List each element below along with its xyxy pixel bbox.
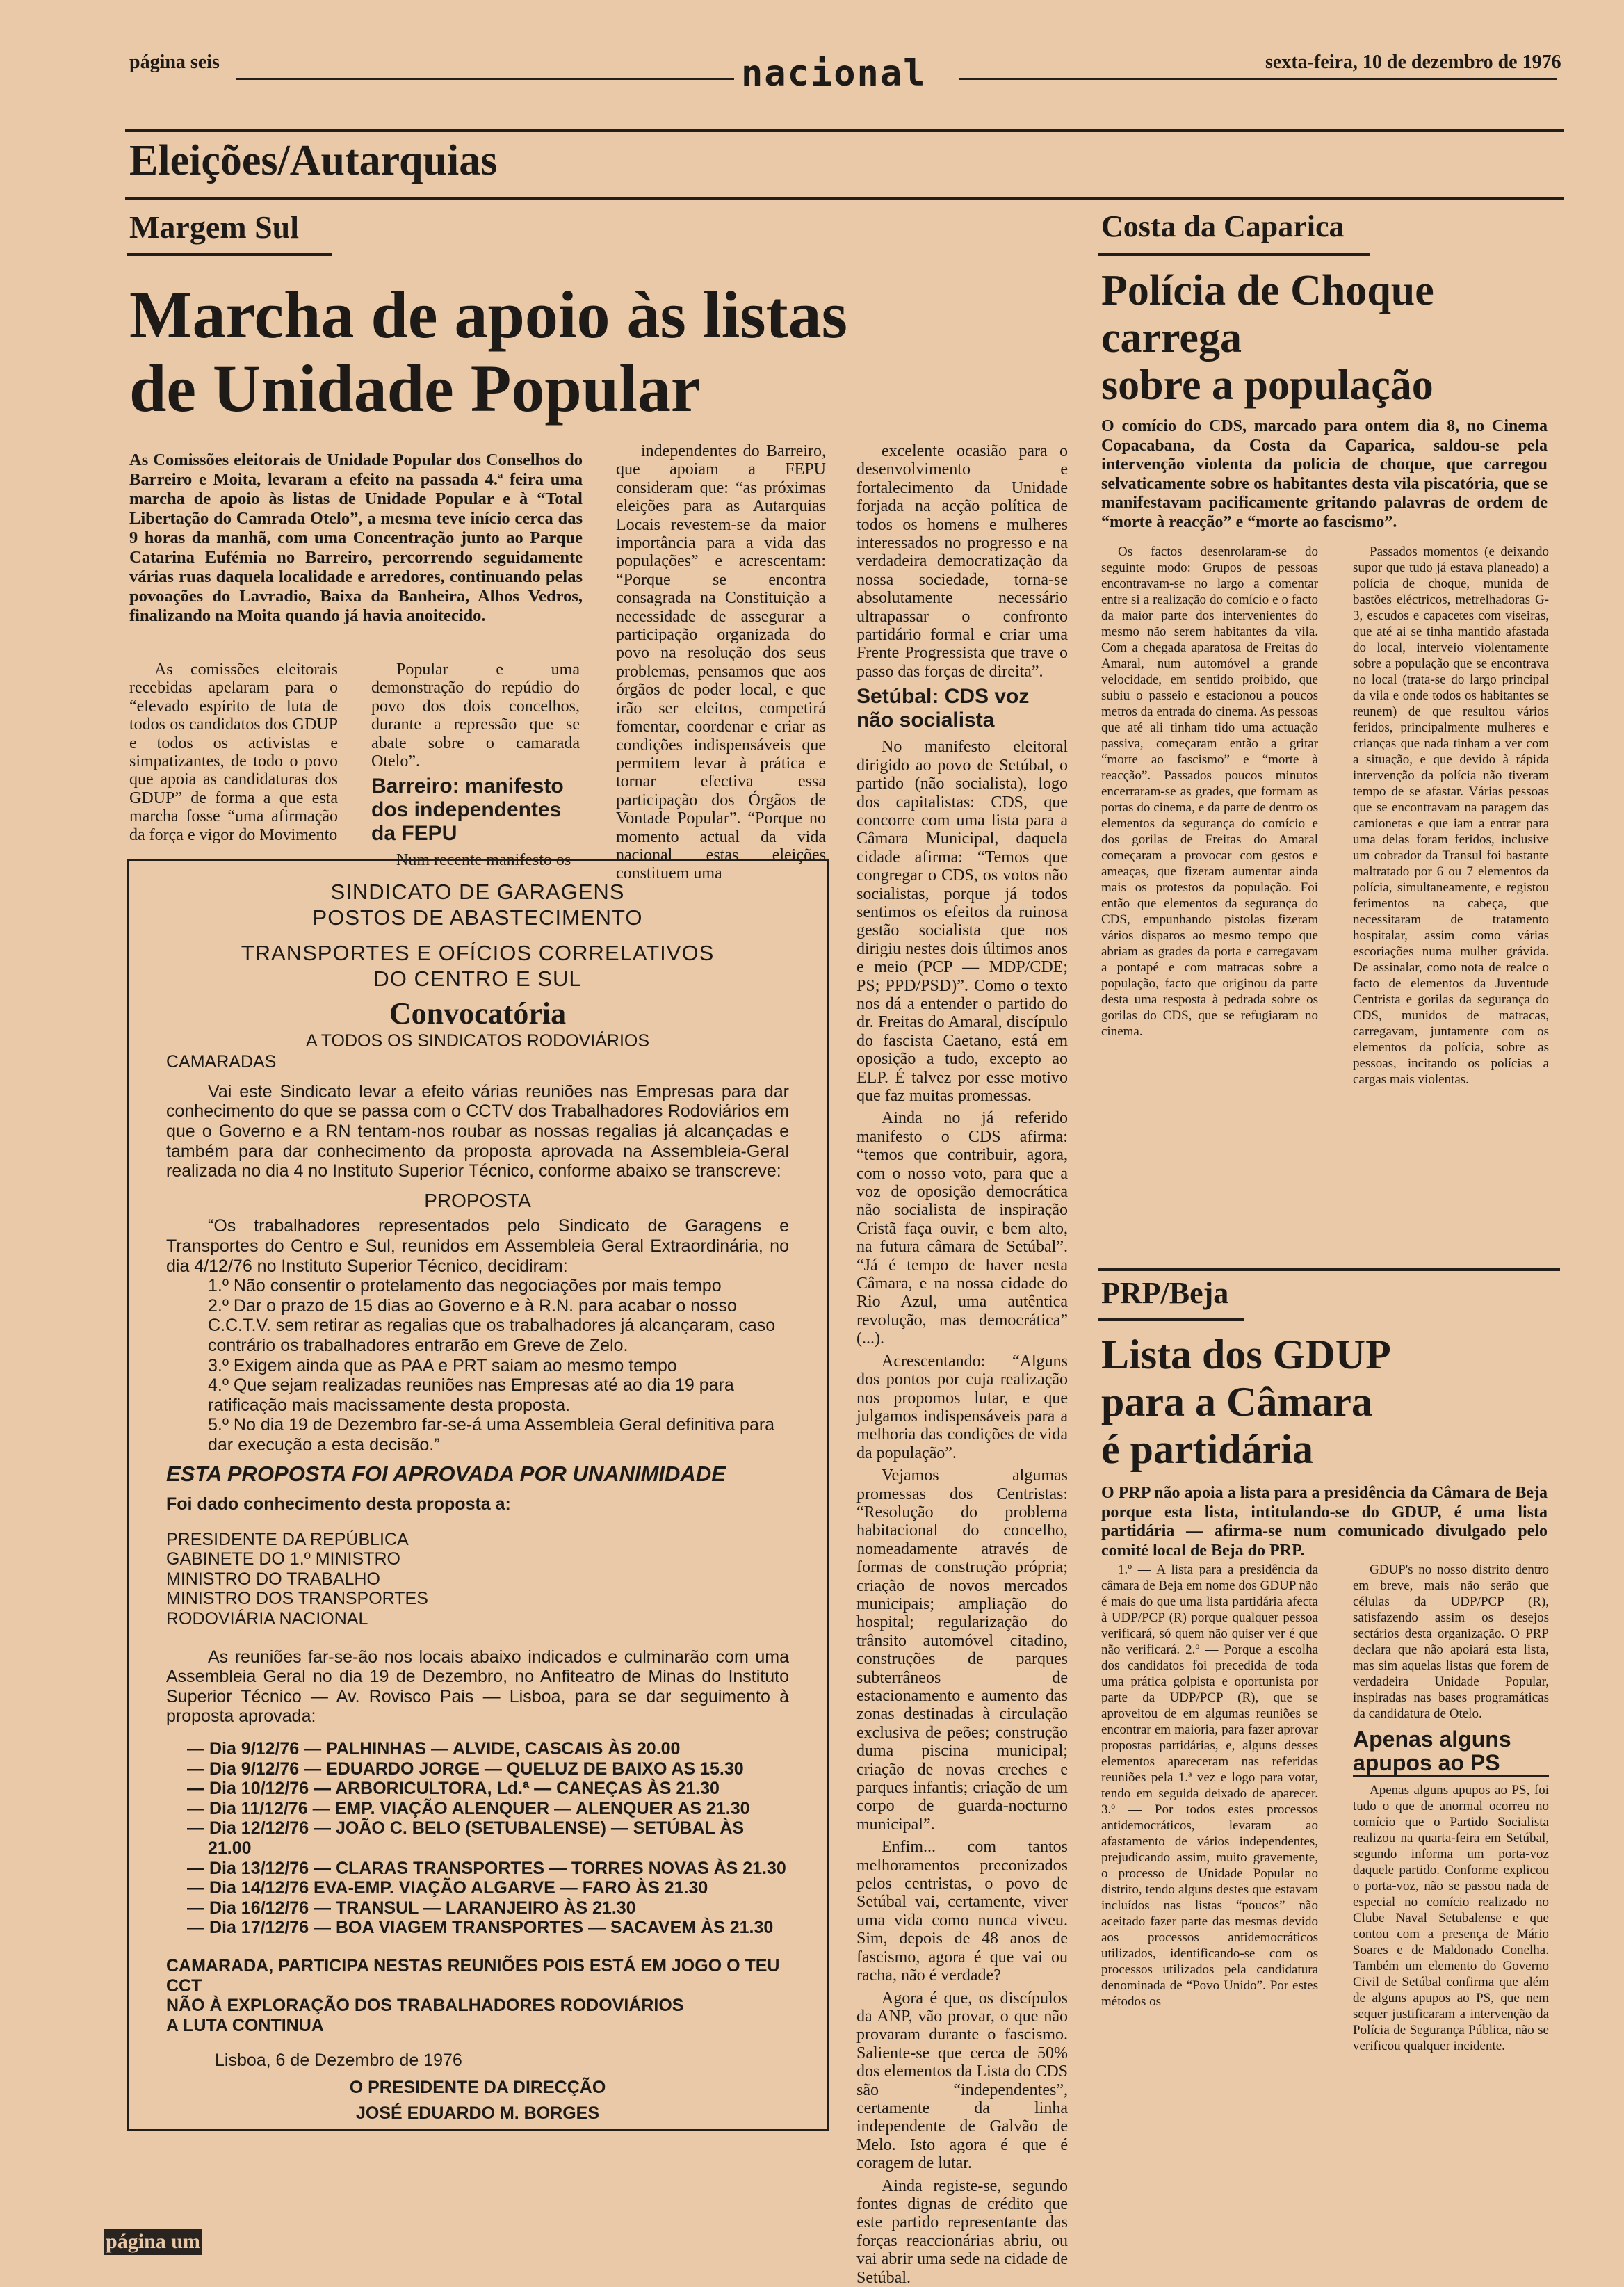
subheading: Setúbal: CDS voz não socialista (856, 685, 1030, 732)
paragraph: Popular e uma demonstração do repúdio do povo dos dois concelhos, durante a repressão que se abate sobre o camarada Otelo”. (371, 661, 580, 771)
issue-date: sexta-feira, 10 de dezembro de 1976 (1265, 51, 1561, 73)
subheading: Apenas alguns apupos ao PS (1353, 1727, 1549, 1777)
article2-column-1 (1101, 544, 1318, 1264)
headline-line: de Unidade Popular (129, 351, 701, 426)
meeting-date: — Dia 9/12/76 — EDUARDO JORGE — QUELUZ DE BAIXO AS 15.30 (187, 1759, 744, 1779)
paragraph: 1.º — A lista para a presidência da câmara de Beja em nome dos GDUP não é mais do que uma lista partidária afecta à UDP/PCP (R) porque qualquer pessoa verificará, só quem não quiser ver é que não verificará. 2.º — Porque a escolha dos candidatos foi precedida de toda uma prática golpista e oportunista por parte da UDP/PCP (R), que se aproveitou de em algumas reuniões se encontrar em maioria, para fazer aprovar propostas partidárias, e, alguns desses elementos apareceram nas referidas reuniões pela 1.ª vez e logo para votar, tendo em seguida deixado de aparecer. 3.º — Por todos estes processos antidemocráticos, levaram ao afastamento de vários independentes, prejudicando assim, muito gravemente, o processo de Unidade Popular no distrito, tendo alguns destes que estavam incluídos nas listas “poucos” não aceitado fazer parte das mesmas devido aos processos antidemocráticos utilizados, identificando-se com os processos utilizados pela candidatura denominada de “Povo Unido”. Por estes métodos os (1101, 1562, 1318, 2009)
section-name: nacional (734, 53, 933, 95)
paragraph: Agora é que, os discípulos da ANP, vão provar, o que não provaram durante o fascismo. Saliente-se que cerca de 50% dos elementos da Lista do CDS são “independentes”, certamente da linha independente de Galvão de Melo. Isto agora é que é coragem de lutar. (856, 1989, 1068, 2173)
section-rule (125, 197, 1564, 200)
proposal-point: 1.º Não consentir o protelamento das negociações por mais tempo (208, 1276, 722, 1296)
meeting-date: — Dia 13/12/76 — CLARAS TRANSPORTES — TORRES NOVAS ÀS 21.30 (187, 1858, 786, 1878)
article1-lead: As Comissões eleitorais de Unidade Popular dos Conselhos do Barreiro e Moita, levaram a efeito na passada 4.ª feira uma marcha de apoio às listas de Unidade Popular e à “Total Libertação do Camrada Otelo”, a mesma teve início cerca das 9 horas da manhã, com uma Concentração junto ao Parque Catarina Eufémia no Barreiro, percorrendo seguidamente várias ruas daquela localidade e arredores, continuando pelas povoações do Lavradio, Baixa da Banheira, Alhos Vedros, finalizando na Moita quando já havia anoitecido. (129, 451, 583, 625)
meeting-schedule (166, 1739, 789, 1938)
paragraph: Acrescentando: “Alguns dos pontos por cuja realização nos propomos lutar, e que julgamos indispensáveis para a melhoria das condições de vida da população”. (856, 1352, 1068, 1462)
proposal-points (166, 1276, 789, 1455)
article2-headline (1101, 267, 1560, 409)
paragraph: Ainda no já referido manifesto o CDS afirma: “temos que contribuir, agora, com o nosso voto, para que a voz de oposição democrática não socialista de inspiração Cristã faça ouvir, e bem alto, na futura câmara de Setúbal”. “Já é tempo de haver nesta Câmara, e na nossa cidade do Rio Azul, uma autêntica revolução, mas democrática” (...). (856, 1109, 1068, 1348)
closing-line: NÃO À EXPLORAÇÃO DOS TRABALHADORES RODOVIÁRIOS (166, 1996, 684, 2016)
meeting-date: — Dia 16/12/76 — TRANSUL — LARANJEIRO ÀS 21.30 (187, 1898, 636, 1918)
article3-column-1 (1101, 1562, 1318, 2250)
proposal-intro: “Os trabalhadores representados pelo Sindicato de Garagens e Transportes do Centro e Sul, reunidos em Assembleia Geral Extraordinária, no dia 4/12/76 no Instituto Superior Técnico, decidiram: (166, 1216, 789, 1276)
paragraph: Ainda registe-se, segundo fontes dignas de crédito que este partido representante das forças reaccionárias abriu, ou vai abrir uma sede na cidade de Setúbal. (856, 2176, 1068, 2287)
kicker-underline (1098, 253, 1370, 256)
informed-line: Foi dado conhecimento desta proposta a: (166, 1494, 511, 1514)
union-name-line: TRANSPORTES E OFÍCIOS CORRELATIVOS (241, 941, 715, 965)
proposal-title: PROPOSTA (424, 1189, 531, 1211)
article2-kicker: Costa da Caparica (1101, 209, 1345, 243)
notice-intro: Vai este Sindicato levar a efeito várias reuniões nas Empresas para dar conhecimento do que se passa com o CCTV dos Trabalhadores Rodoviários em que o Governo e a RN tentam-nos roubar as nossas regalias já alcançadas e também para dar conhecimento da proposta aprovada na Assembleia-Geral realizada no dia 4 no Instituto Superior Técnico, conforme abaixo se transcreve: (166, 1081, 789, 1181)
recipient: GABINETE DO 1.º MINISTRO (166, 1549, 400, 1569)
article3-kicker: PRP/Beja (1101, 1276, 1229, 1310)
header-rule-right (959, 78, 1557, 80)
closing-line: CAMARADA, PARTICIPA NESTAS REUNIÕES POIS ESTÁ EM JOGO O TEU CCT (166, 1955, 780, 1996)
paragraph: Apenas alguns apupos ao PS, foi tudo o que de anormal ocorreu no comício que o Partido Socialista realizou na quarta-feira em Setúbal, segundo informa um porta-voz daquele partido. Conforme explicou o porta-voz, não se passou nada de especial no comício realizado no Clube Naval Setubalense e que contou com a presença de Mário Soares e de Maldonado Conelha. Também um elemento do Governo Civil de Setúbal confirma que além de alguns apupos ao PS, que nem sequer justificaram a intervenção da Polícia de Segurança Pública, não se verificou qualquer incidente. (1353, 1783, 1549, 2053)
article1-headline (129, 278, 964, 426)
kicker-underline (127, 253, 332, 256)
recipient-list (166, 1530, 789, 1629)
signature-name: JOSÉ EDUARDO M. BORGES (355, 2103, 600, 2123)
paragraph: Vejamos algumas promessas dos Centristas: “Resolução do problema habitacional do concelho, nomeadamente através de formas de construção própria; criação de novos mercados municipais; ampliação do hospital; regularização do trânsito automóvel citadino, construções de parques subterrâneos de estacionamento e aumento das zonas destinadas à circulação exclusiva de peões; construção duma piscina municipal; criação de novas creches e parques infantis; criação de um corpo de guarda-nocturno municipal”. (856, 1466, 1068, 1834)
union-name-line: POSTOS DE ABASTECIMENTO (312, 905, 643, 930)
article3-headline (1101, 1331, 1560, 1473)
page-mark: página um (104, 2229, 202, 2255)
headline-line: é partidária (1101, 1426, 1313, 1472)
kicker-underline (1098, 1318, 1244, 1321)
notice-place-date: Lisboa, 6 de Dezembro de 1976 (215, 2051, 462, 2071)
paragraph: independentes do Barreiro, que apoiam a FEPU consideram que: “as próximas eleições para as Autarquias Locais revestem-se da maior importância para a vida das populações” e acrescentam: “Porque se encontra consagrada na Constituição a necessidade de assegurar a participação organizada do povo na resolução dos seus problemas, pensamos que aos órgãos de poder local, e que irão ser eleitos, competirá fomentar, coordenar e criar as condições indispensáveis que permitem levar à prática e tornar efectiva essa participação dos Órgãos de Vontade Popular”. “Porque no momento actual da vida nacional estas eleições constituem uma (616, 442, 826, 883)
meeting-date: — Dia 17/12/76 — BOA VIAGEM TRANSPORTES — SACAVEM ÀS 21.30 (187, 1918, 774, 1938)
union-notice-box (127, 859, 829, 2131)
union-name-line: DO CENTRO E SUL (373, 967, 582, 991)
headline-line: carrega (1101, 314, 1242, 362)
meeting-date: — Dia 9/12/76 — PALHINHAS — ALVIDE, CASCAIS ÀS 20.00 (187, 1739, 681, 1759)
article-divider (1098, 1268, 1560, 1271)
page-number-label: página seis (129, 51, 220, 73)
paragraph: Passados momentos (e deixando supor que tudo já estava planeado) a polícia de choque, munida de bastões eléctricos, metrelhadoras G-3, escudos e capacetes com viseiras, que até ai se tinha mantido afastada do local, interveio violentamente sobre a população que se encontrava no local (trata-se do largo principal da vila e onde todos os habitantes se reunem) de que resultou vários feridos, principalmente mulheres e crianças que nada tinham a ver com a situação, e que devido à rápida intervenção da polícia não tiveram tempo de se afastar. Várias pessoas que se encontravam na paragem das camionetas e que iam a entrar para uma delas foram feridos, inclusive um cobrador da Transul foi bastante maltratado por 6 ou 7 elementos da polícia, simultaneamente, e registou ferimentos na cabeça, que necessitaram de tratamento hospitalar, assim como várias escoriações numa mulher grávida. De assinalar, como nota de realce o facto de elementos da Juventude Centrista e gorilas da segurança do CDS, munidos de matracas, carregavam, juntamente com os elementos da polícia, sobre as pessoas, incitando os polícias a cargas mais violentas. (1353, 544, 1549, 1087)
closing-line: A LUTA CONTINUA (166, 2015, 324, 2035)
article1-column-1 (129, 661, 338, 848)
union-name-line: SINDICATO DE GARAGENS (330, 880, 625, 904)
signature-role: O PRESIDENTE DA DIRECÇÃO (349, 2077, 606, 2097)
meeting-date: — Dia 14/12/76 EVA-EMP. VIAÇÃO ALGARVE — FARO ÀS 21.30 (187, 1878, 708, 1898)
approved-banner: ESTA PROPOSTA FOI APROVADA POR UNANIMIDADE (166, 1462, 726, 1487)
recipient: MINISTRO DO TRABALHO (166, 1569, 380, 1589)
paragraph: GDUP's no nosso distrito dentro em breve, mais não serão que células da UDP/PCP (R), satisfazendo assim os desejos sectários desta organização. O PRP declara que não apoiará esta lista, mas sim aquelas listas que forem de verdadeira Unidade Popular, inspiradas nas bases programáticas da candidatura de Otelo. (1353, 1562, 1549, 1721)
subheading: Barreiro: manifesto dos independentes da FEPU (371, 775, 564, 846)
meeting-date: — Dia 11/12/76 — EMP. VIAÇÃO ALENQUER — ALENQUER AS 21.30 (187, 1798, 750, 1818)
section-title: Eleições/Autarquias (129, 137, 498, 184)
meeting-date: — Dia 10/12/76 — ARBORICULTORA, Ld.ª — CANEÇAS ÀS 21.30 (187, 1779, 720, 1799)
article3-lead: O PRP não apoia a lista para a presidência da Câmara de Beja porque esta lista, intitulando-se do GDUP, é uma lista partidária — afirma-se num comunicado divulgado pelo comité local de Beja do PRP. (1101, 1484, 1548, 1560)
article3-column-2 (1353, 1562, 1549, 2250)
notice-recipients-line: A TODOS OS SINDICATOS RODOVIÁRIOS (305, 1031, 650, 1051)
notice-greeting: CAMARADAS (166, 1052, 277, 1072)
headline-line: Polícia de Choque (1101, 267, 1434, 314)
paragraph: As comissões eleitorais recebidas apelaram para o “elevado espírito de luta de todos os candidatos dos GDUP e todos os activistas e simpatizantes, de todo o povo que apoia as candidaturas dos GDUP” de forma a que esta marcha fosse “uma afirmação da força e vigor do Movimento (129, 661, 338, 844)
headline-line: Marcha de apoio às listas (129, 277, 847, 352)
meetings-intro: As reuniões far-se-ão nos locais abaixo indicados e culminarão com uma Assembleia Geral no dia 19 de Dezembro, no Anfiteatro de Minas do Instituto Superior Técnico — Av. Rovisco Pais — Lisboa, para se dar seguimento à proposta aprovada: (166, 1647, 789, 1727)
proposal-point: 5.º No dia 19 de Dezembro far-se-á uma Assembleia Geral definitiva para dar execução a esta decisão.” (208, 1415, 775, 1455)
recipient: PRESIDENTE DA REPÚBLICA (166, 1529, 409, 1549)
paragraph: Enfim... com tantos melhoramentos preconizados pelos centristas, o povo de Setúbal vai, certamente, viver uma vida como nunca viveu. Sim, depois de 48 anos de fascismo, agora é que vai ou racha, não é verdade? (856, 1838, 1068, 1985)
meeting-date: — Dia 12/12/76 — JOÃO C. BELO (SETUBALENSE) — SETÚBAL ÀS 21.00 (187, 1818, 745, 1858)
paragraph: Num recente manifesto os (396, 851, 571, 870)
recipient: MINISTRO DOS TRANSPORTES (166, 1589, 428, 1609)
top-rule (125, 129, 1564, 132)
headline-line: sobre a população (1101, 362, 1434, 409)
article1-column-4 (856, 442, 1068, 2287)
proposal-point: 2.º Dar o prazo de 15 dias ao Governo e à R.N. para acabar o nosso C.C.T.V. sem retirar as regalias que os trabalhadores já alcançaram, caso contrário os trabalhadores entrarão em Greve de Zelo. (208, 1295, 776, 1355)
article1-kicker: Margem Sul (129, 209, 300, 245)
proposal-point: 4.º Que sejam realizadas reuniões nas Empresas até ao dia 19 para ratificação mais macissamente desta proposta. (208, 1375, 734, 1415)
paragraph: Os factos desenrolaram-se do seguinte modo: Grupos de pessoas encontravam-se no largo a comentar entre si a realização do comício e o facto da maior parte dos intervenientes do mesmo não serem habitantes da vila. Com a chegada aparatosa de Freitas do Amaral, num automóvel a grande velocidade, em sentido proibido, que subiu o passeio e estacionou a poucos metros da entrada do cinema. As pessoas que até ali tinham tido uma actuação passiva, começaram então a gritar “morte ao fascismo” e “morte à reacção”. Passados poucos minutos encerraram-se as grades, que formam as portas do cinema, e da parte de dentro os elementos da segurança do comício e dos gorilas de Freitas do Amaral começaram a provocar com gestos e ameaças, que fizeram aumentar ainda mais os protestos da população. Foi então que elementos da segurança do CDS, empunhando pistolas fizeram vários disparos ao mesmo tempo que abriam as grades da porta e carregavam a pontapé e com matracas sobre a população, facto que originou da parte desta uma resposta à pedrada sobre os gorilas do CDS, que se refugiaram no cinema. (1101, 544, 1318, 1039)
paragraph: excelente ocasião para o desenvolvimento e fortalecimento da Unidade forjada na acção política de todos os homens e mulheres interessados no progresso e na verdadeira democratização da nossa sociedade, torna-se absolutamente necessário ultrapassar o confronto partidário formal e criar uma Frente Progressista que trave o passo das forças de direita”. (856, 442, 1068, 681)
article2-column-2 (1353, 544, 1549, 1264)
proposal-point: 3.º Exigem ainda que as PAA e PRT saiam ao mesmo tempo (208, 1355, 677, 1375)
article2-lead: O comício do CDS, marcado para ontem dia 8, no Cinema Copacabana, da Costa da Caparica, saldou-se pela intervenção violenta da polícia de choque, que carregou selvaticamente sobre os habitantes desta vila piscatória, que se manifestavam pacificamente gritando palavras de ordem de “morte à reacção” e “morte ao fascismo”. (1101, 417, 1548, 531)
recipient: RODOVIÁRIA NACIONAL (166, 1609, 368, 1629)
paragraph: No manifesto eleitoral dirigido ao povo de Setúbal, o partido (não socialista), logo dos capitalistas: CDS, que concorre com uma lista para a Câmara Municipal, daquela cidade afirma: “Temos que congregar o CDS, os votos não socialistas, porque já todos sentimos os efeitos da ruinosa gestão socialista que nos dirigiu nestes dois últimos anos e meio (PCP — MDP/CDE; PS; PPD/PSD)”. Como o texto nos dá a entender o partido do dr. Freitas do Amaral, discípulo do fascista Caetano, está em oposição a tudo, excepto ao ELP. É talvez por esse motivo que faz muitas promessas. (856, 738, 1068, 1105)
article1-column-2 (371, 661, 580, 874)
notice-title: Convocatória (389, 996, 567, 1031)
headline-line: para a Câmara (1101, 1379, 1372, 1425)
header-rule-left (236, 78, 737, 80)
headline-line: Lista dos GDUP (1101, 1332, 1391, 1377)
article1-column-3 (616, 442, 826, 883)
